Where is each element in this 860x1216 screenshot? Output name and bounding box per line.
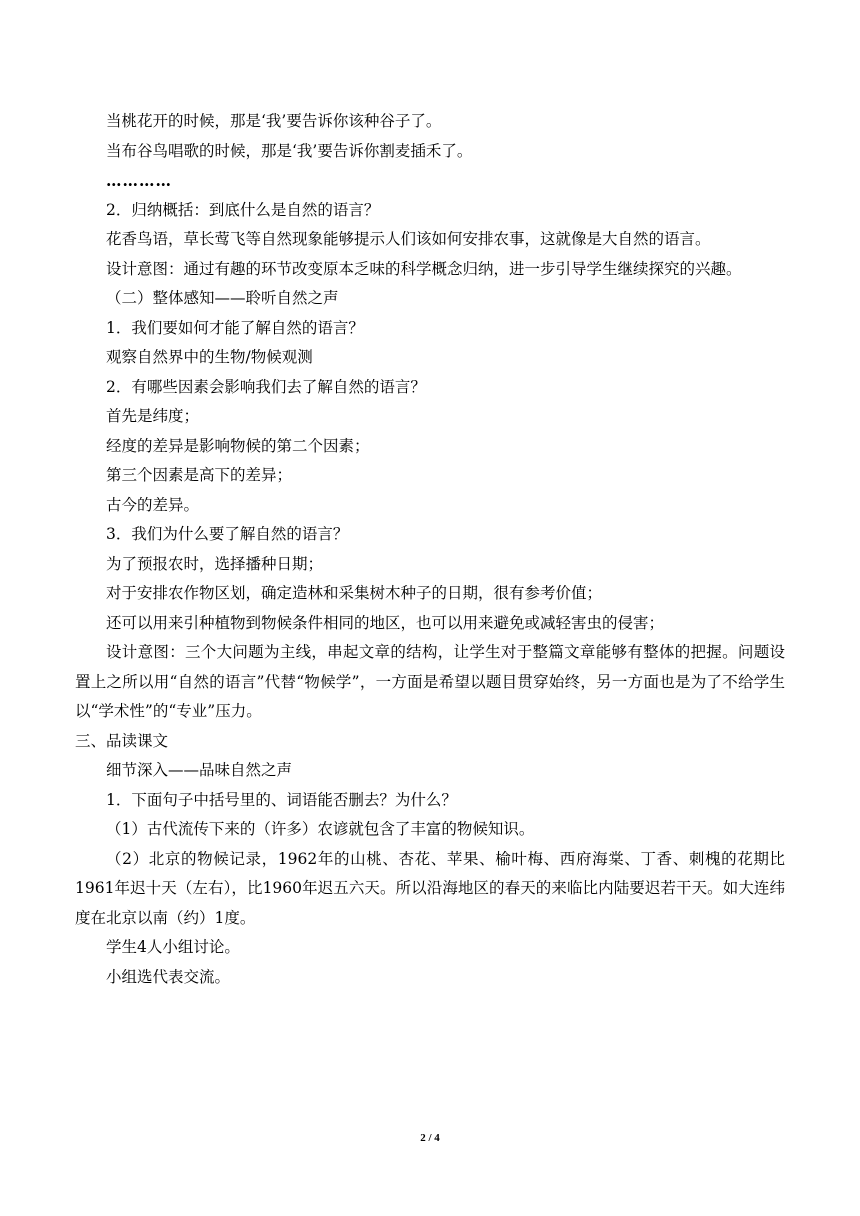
paragraph: （1）古代流传下来的（许多）农谚就包含了丰富的物候知识。 (106, 820, 535, 838)
paragraph: 当桃花开的时候，那是‘我’要告诉你该种谷子了。 (106, 112, 442, 130)
paragraph: 2．归纳概括：到底什么是自然的语言？ (106, 200, 380, 219)
paragraph: 花香鸟语，草长莺飞等自然现象能够提示人们该如何安排农事，这就像是大自然的语言。 (106, 230, 711, 248)
document-body (75, 107, 785, 992)
paragraph: 古今的差异。 (106, 495, 200, 514)
paragraph: 为了预报农时，选择播种日期； (106, 554, 324, 573)
paragraph: 首先是纬度； (106, 407, 200, 425)
paragraph: 2．有哪些因素会影响我们去了解自然的语言？ (106, 377, 426, 396)
ellipsis-line: ………… (106, 171, 172, 190)
paragraph: 还可以用来引种植物到物候条件相同的地区，也可以用来避免或减轻害虫的侵害； (106, 613, 665, 632)
paragraph: 经度的差异是影响物候的第二个因素； (106, 436, 370, 455)
paragraph: 小组选代表交流。 (106, 967, 231, 986)
paragraph: 3．我们为什么要了解自然的语言？ (106, 525, 349, 543)
paragraph: 对于安排农作物区划，确定造林和采集树木种子的日期，很有参考价值； (106, 584, 603, 602)
paragraph: 第三个因素是高下的差异； (106, 466, 293, 484)
paragraph: 1．下面句子中括号里的、词语能否删去？为什么？ (106, 790, 457, 809)
paragraph: 1．我们要如何才能了解自然的语言？ (106, 318, 364, 337)
paragraph: 设计意图：三个大问题为主线，串起文章的结构，让学生对于整篇文章能够有整体的把握。问题设置上之所以用“自然的语言”代替“物候学”，一方面是希望以题目贯穿始终，另一方面也是为了不给学生以“学术性”的“专业”压力。 (75, 643, 785, 720)
section-heading: 三、品读课文 (75, 731, 169, 750)
paragraph: 当布谷鸟唱歌的时候，那是‘我’要告诉你割麦插禾了。 (106, 141, 473, 160)
paragraph: 观察自然界中的生物/物候观测 (106, 348, 313, 366)
paragraph: （2）北京的物候记录，1962年的山桃、杏花、苹果、榆叶梅、西府海棠、丁香、刺槐的花期比1961年迟十天（左右），比1960年迟五六天。所以沿海地区的春天的来临比内陆要迟若干天。如大连纬度在北京以南（约）1度。 (75, 849, 785, 927)
paragraph: 学生4人小组讨论。 (106, 938, 240, 956)
page-number: 2 / 4 (420, 1132, 440, 1144)
section-heading: （二）整体感知——聆听自然之声 (106, 289, 339, 307)
paragraph: 细节深入——品味自然之声 (106, 761, 293, 779)
paragraph: 设计意图：通过有趣的环节改变原本乏味的科学概念归纳，进一步引导学生继续探究的兴趣。 (106, 259, 742, 278)
